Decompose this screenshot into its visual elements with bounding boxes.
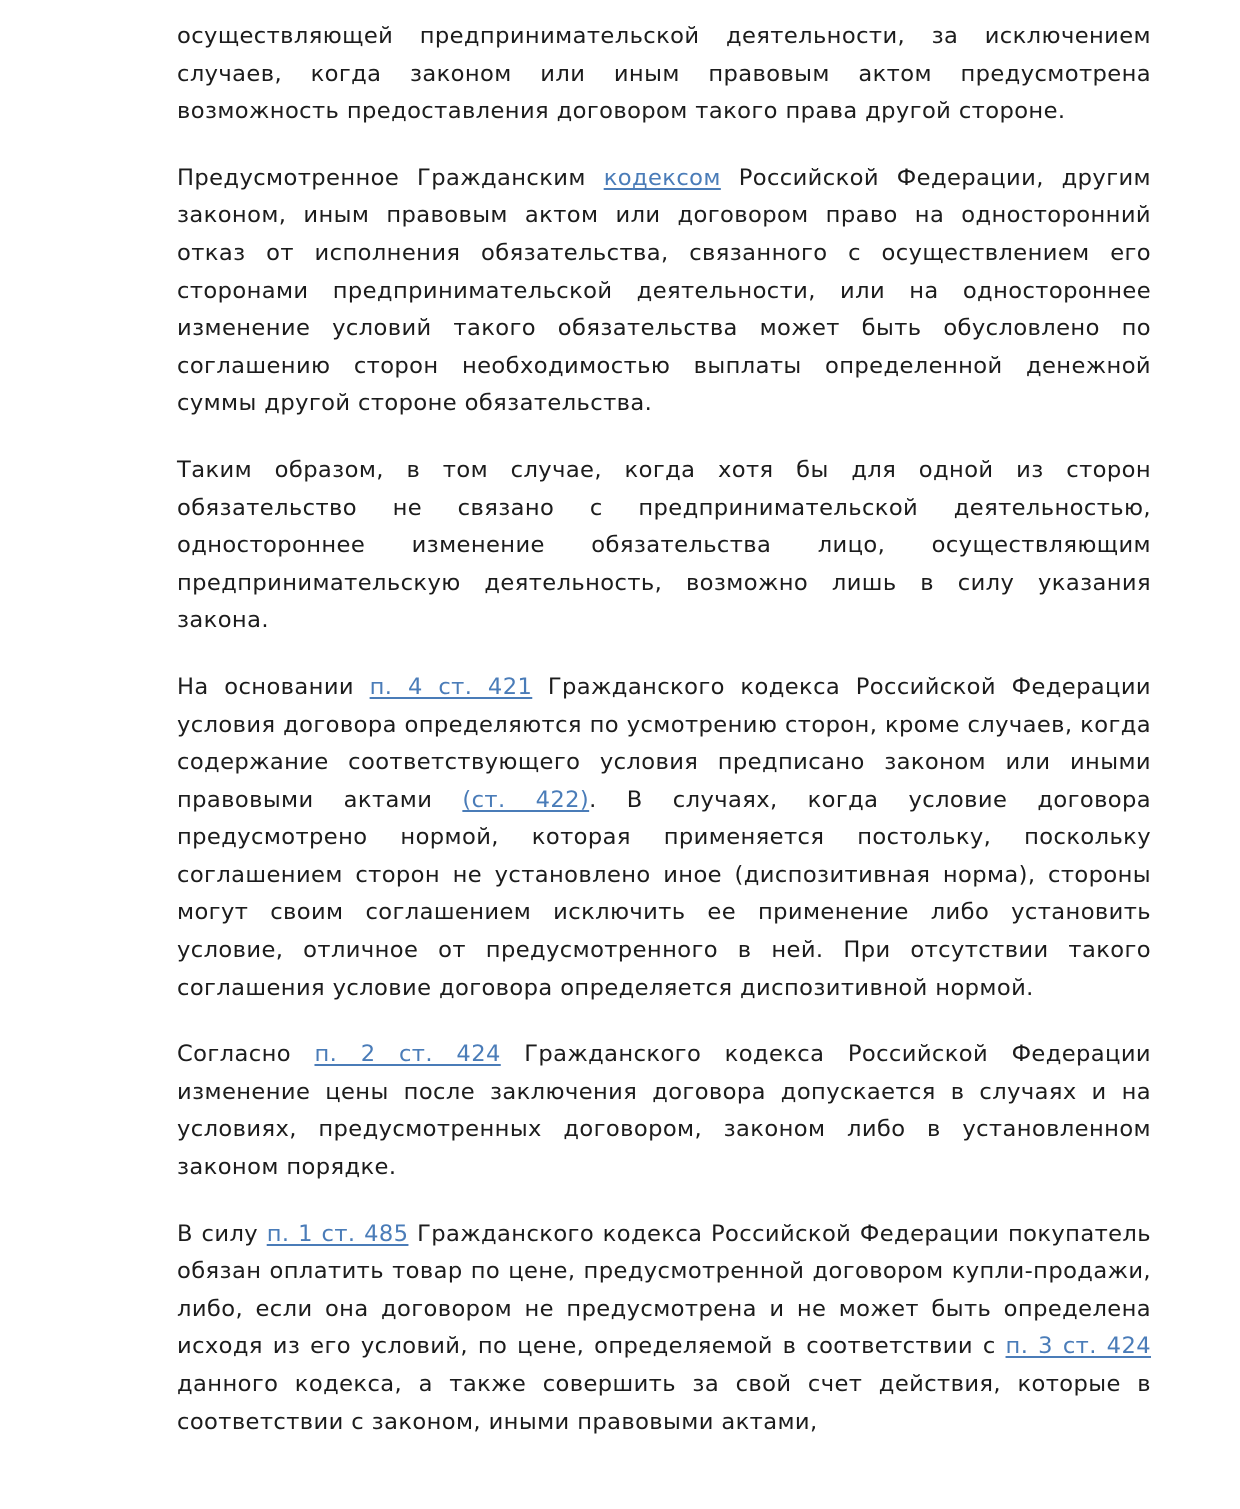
paragraph-text: осуществляющей предпринимательской деятельности, за исключением случаев, когда законом или иным правовым актом предусмотрена возможность предоставления договором такого права другой стороне. xyxy=(177,23,1151,125)
paragraph-text: данного кодекса, а также совершить за свой счет действия, которые в соответствии с законом, иными правовыми актами, xyxy=(177,1371,1151,1435)
link-kodeks[interactable]: кодексом xyxy=(603,164,721,191)
paragraph-text: Гражданского кодекса Российской Федерации условия договора определяются по усмотрению сторон, кроме случаев, когда содержание соответствующего условия предписано законом или иными правовыми актами xyxy=(177,673,1151,813)
link-st422[interactable]: (ст. 422) xyxy=(462,786,590,813)
paragraph-text: Предусмотренное Гражданским xyxy=(177,164,604,191)
paragraph-1 xyxy=(177,18,1151,131)
document-body xyxy=(177,18,1151,1470)
link-p4-st421[interactable]: п. 4 ст. 421 xyxy=(369,673,533,700)
link-p1-st485[interactable]: п. 1 ст. 485 xyxy=(266,1220,409,1247)
link-p3-st424[interactable]: п. 3 ст. 424 xyxy=(1005,1333,1151,1360)
paragraph-text: Таким образом, в том случае, когда хотя бы для одной из сторон обязательство не связано с предпринимательской деятельностью, одностороннее изменение обязательства лицо, осуществляющим предпринимательскую деятельность, возможно лишь в силу указания закона. xyxy=(177,456,1151,634)
paragraph-text: Гражданского кодекса Российской Федерации изменение цены после заключения договора допускается в случаях и на условиях, предусмотренных договором, законом либо в установленном законом порядке. xyxy=(177,1041,1151,1181)
paragraph-2 xyxy=(177,160,1151,423)
paragraph-5 xyxy=(177,1036,1151,1186)
paragraph-text: Согласно xyxy=(177,1041,315,1068)
link-p2-st424[interactable]: п. 2 ст. 424 xyxy=(314,1041,501,1068)
paragraph-3 xyxy=(177,452,1151,640)
paragraph-6 xyxy=(177,1216,1151,1442)
paragraph-text: На основании xyxy=(177,673,370,700)
paragraph-text: Гражданского кодекса Российской Федерации покупатель обязан оплатить товар по цене, предусмотренной договором купли-продажи, либо, если она договором не предусмотрена и не может быть определена исходя из его условий, по цене, определяемой в соответствии с xyxy=(177,1220,1151,1360)
paragraph-text: В силу xyxy=(177,1220,267,1247)
paragraph-4 xyxy=(177,669,1151,1007)
paragraph-text: Российской Федерации, другим законом, иным правовым актом или договором право на односторонний отказ от исполнения обязательства, связанного с осуществлением его сторонами предпринимательской деятельности, или на одностороннее изменение условий такого обязательства может быть обусловлено по соглашению сторон необходимостью выплаты определенной денежной суммы другой стороне обязательства. xyxy=(177,164,1151,417)
paragraph-text: . В случаях, когда условие договора предусмотрено нормой, которая применяется постольку, поскольку соглашением сторон не установлено иное (диспозитивная норма), стороны могут своим соглашением исключить ее применение либо установить условие, отличное от предусмотренного в ней. При отсутствии такого соглашения условие договора определяется диспозитивной нормой. xyxy=(177,786,1151,1001)
